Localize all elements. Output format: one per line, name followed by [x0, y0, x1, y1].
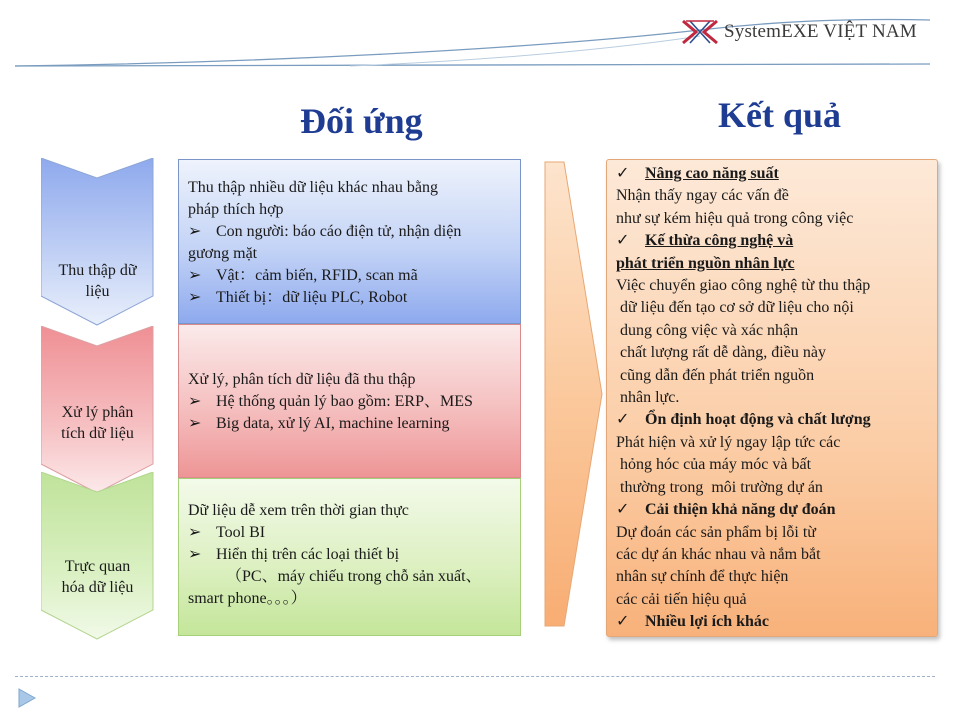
bullet-text: Vật：cảm biến, RFID, scan mã — [216, 267, 418, 284]
stage-chevron-collect — [41, 158, 154, 326]
stage-label-line2: liệu — [85, 283, 110, 300]
list-item — [188, 265, 510, 287]
result-body-line: dữ liệu đến tạo cơ sở dữ liệu cho nội — [616, 299, 854, 317]
arrow-bullet-icon: ➢ — [188, 546, 202, 563]
result-body-line: Phát hiện và xử lý ngay lập tức các — [616, 433, 841, 451]
result-body-line: nhân lực. — [616, 389, 680, 407]
list-item — [188, 413, 510, 435]
bullet-text: Big data, xử lý AI, machine learning — [216, 415, 450, 432]
list-item — [188, 287, 510, 309]
stage-label-line2: hóa dữ liệu — [61, 579, 134, 596]
result-body-line: Nhận thấy ngay các vấn đề — [616, 187, 789, 205]
list-item — [188, 544, 510, 566]
list-item — [188, 522, 510, 544]
stage-chevron-visualize — [41, 472, 154, 640]
result-body-line: như sự kém hiệu quả trong công việc — [616, 209, 854, 227]
result-body-line: dung công việc và xác nhận — [616, 321, 799, 339]
content-box-collect — [178, 159, 521, 324]
box-extra-line: （PC、máy chiếu trong chỗ sản xuất、 — [226, 568, 482, 585]
result-body-line: chất lượng rất dễ dàng, điều này — [616, 344, 826, 362]
checkmark-icon: ✓ — [616, 501, 630, 519]
title-ket-qua: Kết quả — [718, 95, 842, 135]
results-panel — [606, 159, 938, 637]
result-body-line: các cải tiến hiệu quả — [616, 590, 747, 608]
checkmark-icon: ✓ — [616, 613, 630, 631]
content-box-analyze — [178, 324, 521, 478]
stage-label-line1: Thu thập dữ — [58, 262, 137, 279]
result-body-line: Việc chuyển giao công nghệ từ thu thập — [616, 277, 871, 295]
stage-label-line1: Trực quan — [64, 558, 131, 575]
big-right-arrow-icon — [543, 160, 605, 628]
result-heading: ✓ Ổn định hoạt động và chất lượng — [616, 409, 931, 431]
title-doi-ung: Đối ứng — [300, 101, 423, 141]
content-box-visualize — [178, 478, 521, 636]
box-intro-line: Thu thập nhiều dữ liệu khác nhau bằng — [188, 179, 438, 196]
result-heading: ✓ Nâng cao năng suất — [616, 163, 931, 185]
box-extra-line: smart phone。。。） — [188, 590, 307, 607]
result-body-line: nhân sự chính để thực hiện — [616, 568, 789, 586]
box-intro-line: Xử lý, phân tích dữ liệu đã thu thập — [188, 371, 416, 388]
box-intro-line: pháp thích hợp — [188, 201, 284, 218]
play-triangle-icon[interactable] — [18, 688, 36, 708]
checkmark-icon: ✓ — [616, 411, 630, 429]
arrow-bullet-icon: ➢ — [188, 289, 202, 306]
arrow-bullet-icon: ➢ — [188, 267, 202, 284]
bullet-text: Thiết bị：dữ liệu PLC, Robot — [216, 289, 408, 306]
result-heading: ✓ Nhiều lợi ích khác — [616, 611, 931, 633]
list-item — [188, 391, 510, 413]
arrow-bullet-icon: ➢ — [188, 393, 202, 410]
result-heading: ✓ Cải thiện khả năng dự đoán — [616, 499, 931, 521]
result-body-line: các dự án khác nhau và nắm bắt — [616, 545, 821, 563]
arrow-bullet-icon: ➢ — [188, 415, 202, 432]
list-item — [188, 221, 510, 243]
result-body-line: thường trong môi trường dự án — [616, 478, 823, 496]
checkmark-icon: ✓ — [616, 232, 630, 250]
bullet-text: Con người: báo cáo điện tử, nhận diện — [216, 223, 462, 240]
result-body-line: hỏng hóc của máy móc và bất — [616, 456, 812, 474]
result-heading-continued: phát triển nguồn nhân lực — [616, 254, 795, 272]
bullet-text: Hệ thống quản lý bao gồm: ERP、MES — [216, 393, 473, 410]
result-body-line: Dự đoán các sản phẩm bị lỗi từ — [616, 523, 816, 541]
arrow-bullet-icon: ➢ — [188, 223, 202, 240]
footer-divider — [15, 676, 935, 677]
systemexe-logo-icon — [680, 18, 720, 46]
stage-chevron-analyze — [41, 326, 154, 494]
bullet-text: Hiển thị trên các loại thiết bị — [216, 546, 400, 563]
stage-label-line2: tích dữ liệu — [61, 425, 134, 442]
box-intro-line: Dữ liệu dễ xem trên thời gian thực — [188, 502, 409, 519]
result-body-line: cũng dẫn đến phát triển nguồn — [616, 366, 815, 384]
result-heading: ✓ Kế thừa công nghệ và — [616, 230, 931, 252]
company-name: SystemEXE VIỆT NAM — [724, 21, 917, 42]
stage-label-line1: Xử lý phân — [61, 404, 134, 421]
arrow-bullet-icon: ➢ — [188, 524, 202, 541]
checkmark-icon: ✓ — [616, 165, 630, 182]
bullet-text: Tool BI — [216, 524, 266, 541]
bullet-text-continued: gương mặt — [188, 245, 258, 262]
company-logo — [680, 16, 917, 48]
